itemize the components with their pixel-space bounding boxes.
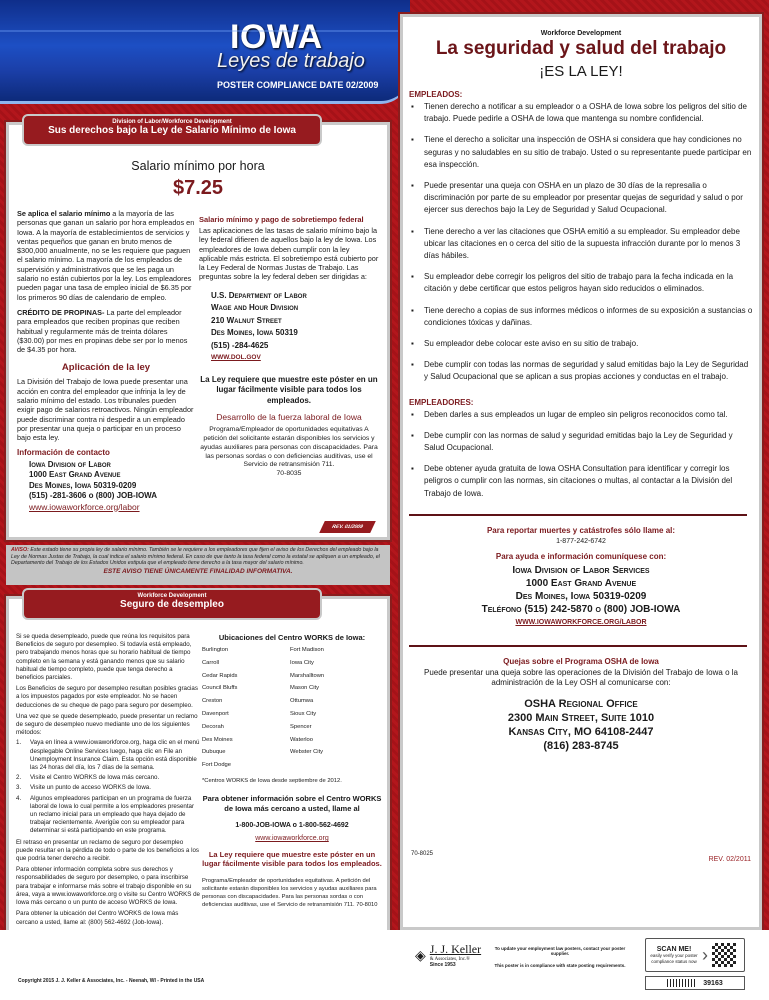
contact-line: 1000 East Grand Avenue — [29, 470, 121, 480]
mw-left-column — [17, 209, 195, 512]
ui-right-column — [202, 633, 382, 909]
federal-phone: (515) -284-4625 — [211, 340, 269, 350]
notice-text: Este estado tiene su propia ley de salario mínimo. También se le requiere a los empleadores que fijen el aviso de los Derechos del empleado bajo la Ley de Normas Justas de Trabajo, la cual indica el salario mínimo federal. En caso de que tanto la tasa federal como la estatal se apliquen a un empleado, el Departamento del Trabajo de los Estados Unidos estipula que el empleado tiene derecho a la tasa mayor del salario mínimo. — [11, 547, 380, 567]
ui-methods-list — [16, 739, 201, 835]
list-text: Visite un punto de acceso WORKS de Iowa. — [30, 784, 151, 792]
wage-rate: $7.25 — [172, 177, 224, 199]
divider — [409, 514, 747, 516]
help-contact-phone: Teléfono (515) 242-5870 o (800) JOB-IOWA — [481, 603, 681, 615]
bullet-icon: ▪ — [411, 360, 414, 370]
footer — [0, 930, 769, 1000]
contact-line: Iowa Division of Labor — [29, 459, 111, 469]
divider — [409, 645, 747, 647]
help-contact — [409, 564, 753, 629]
center-item: Creston — [202, 698, 223, 705]
osha-subtitle: ¡ES LA LEY! — [539, 63, 623, 80]
osha-rev: REV. 02/2011 — [708, 856, 751, 863]
bullet-icon: ▪ — [411, 181, 414, 191]
regional-line: 2300 Main Street, Suite 1010 — [507, 711, 655, 724]
footer-notes — [490, 946, 630, 968]
list-item — [409, 271, 753, 295]
list-text: Puede presentar una queja con OSHA en un plazo de 30 días de la represalia o discriminación por parte de su empleador por presentar quejas de seguridad y salud o por ejercer sus derechos bajo la Ley de Seguridad y Salud Ocupacional. — [424, 181, 743, 215]
bullet-icon: ▪ — [411, 272, 414, 282]
wage-label: Salario mínimo por hora — [131, 159, 265, 173]
ui-methods-intro: Una vez que se quede desempleado, puede presentar un reclamo de seguro de desempleo nuevo mediante uno de los siguientes métodos: — [16, 712, 198, 737]
list-item — [409, 180, 753, 217]
minimum-wage-panel — [6, 122, 390, 540]
federal-heading: Salario mínimo y pago de sobretiempo federal — [199, 215, 364, 224]
posting-notice: La Ley requiere que muestre este póster en un lugar fácilmente visible para todos los empleados. — [200, 374, 378, 405]
tips-text: La parte del empleador para empleados que reciben propinas que reciben habitual y regularmente más de treinta dólares ($30.00) por mes en propinas debe ser por lo menos de $4.35 por hora. — [17, 307, 188, 355]
center-item: Marshalltown — [290, 672, 325, 679]
section-title: Seguro de desempleo — [120, 599, 224, 610]
ui-location-call: Para obtener la ubicación del Centro WORKS de Iowa más cercano a usted, llame al: (800) 562-4692 (Job-Iowa). — [16, 910, 179, 926]
list-item — [16, 739, 201, 772]
bullet-icon: ▪ — [411, 339, 414, 349]
aviso-notice — [6, 545, 390, 585]
complaints-heading: Quejas sobre el Programa OSHA de Iowa — [503, 656, 659, 666]
complaints-text: Puede presentar una queja sobre las operaciones de la División del Trabajo de Iowa o la administración de la Ley OSH al comunicarse con: — [424, 667, 738, 688]
ui-posting-notice: La Ley requiere que muestre este póster en un lugar fácilmente visible para todos los empleados. — [202, 849, 382, 869]
barcode-number: 39163 — [703, 979, 723, 987]
enforcement-text: La División del Trabajo de Iowa puede presentar una acción en contra del empleador que infrinja la ley de salario mínimo del estado. Los tribunales pueden exigir pago de salarios retroactivos. Ningún empleador puede discriminar contra ni despedir a un empleado por presentar una queja o participar en un proceso bajo esta ley. — [17, 377, 194, 443]
applies-paragraph — [17, 209, 195, 302]
copyright: Copyright 2015 J. J. Keller & Associates, Inc. - Neenah, WI - Printed in the USA — [18, 978, 205, 984]
employers-list — [409, 409, 753, 500]
federal-contact-line: U.S. Department of Labor — [211, 290, 307, 300]
osha-title: La seguridad y salud del trabajo — [435, 38, 727, 59]
center-item: Decorah — [202, 723, 224, 730]
bullet-icon: ▪ — [411, 226, 414, 236]
fatality-phone: 1-877-242-6742 — [556, 537, 606, 545]
center-item: Spencer — [290, 723, 312, 730]
ui-website-link[interactable]: www.iowaworkforce.org — [255, 834, 329, 842]
contact-link[interactable]: www.iowaworkforce.org/labor — [29, 501, 140, 512]
keller-logo-icon: ◈ — [415, 946, 426, 963]
center-item: Iowa City — [290, 659, 314, 666]
unemployment-panel — [6, 596, 390, 971]
bullet-icon: ▪ — [411, 464, 414, 474]
federal-text: Las aplicaciones de las tasas de salario mínimo bajo la ley federal difieren de aquellos bajo la ley de Iowa. Los empleadores de Iowa deben cumplir con la ley aplicable más estricta. El sobretiempo está cubierto por la Ley Federal de Normas Justas de Trabajo. Las preguntas sobre la ley federal deben ser dirigidas a: — [199, 226, 379, 282]
info-heading: Para obtener información sobre el Centro WORKS de Iowa más cercano a usted, llame al — [202, 793, 382, 813]
mw-right-column — [199, 215, 379, 477]
barcode-icon — [667, 979, 697, 987]
agency-label: Division of Labor/Workforce Development — [112, 119, 232, 125]
list-text: Debe obtener ayuda gratuita de Iowa OSHA Consultation para identificar y corregir los peligros o cumplir con las normas, sin citaciones o multas, al contactar a la División del Trabajo de Iowa. — [424, 464, 733, 498]
list-item — [409, 226, 753, 263]
contact-line: Des Moines, Iowa 50319-0209 — [29, 480, 137, 490]
osha-panel — [400, 14, 762, 930]
applies-lead: Se aplica el salario mínimo — [17, 209, 111, 218]
list-text: Visite el Centro WORKS de Iowa más cercano. — [30, 774, 160, 782]
list-number: 2. — [16, 774, 22, 782]
list-text: Debe cumplir con todas las normas de seguridad y salud emitidas bajo la Ley de Seguridad y Salud Ocupacional que se aplican a sus propias acciones y conductas en el trabajo. — [424, 360, 749, 382]
ui-eeo-text: Programa/Empleador de oportunidades equitativas. A petición del solicitante estarán disponibles los servicios y ayudas auxiliares para personas con discapacidades. Para las personas sordas o con deficiencias auditivas, use el Servicio de retransmisión 711. 70-8010 — [202, 877, 378, 908]
center-item: Fort Dodge — [202, 762, 231, 769]
bullet-icon: ▪ — [411, 102, 414, 111]
osha-form-number: 70-8025 — [411, 851, 434, 857]
list-number: 1. — [16, 739, 22, 747]
logo-sub: & Associates, Inc.® — [429, 957, 470, 962]
center-item: Ottumwa — [290, 698, 314, 705]
compliance-date: POSTER COMPLIANCE DATE 02/2009 — [217, 80, 379, 90]
osha-agency: Workforce Development — [540, 30, 622, 37]
unemployment-header — [22, 588, 322, 620]
poster-title: IOWA — [230, 18, 323, 56]
workforce-text: Programa/Empleador de oportunidades equitativas A petición del solicitante estarán disponibles los servicios y ayudas auxiliares para personas con discapacidades. Para las personas sordas o con deficiencias auditivas, use el Servicio de retransmisión 711. — [200, 426, 378, 469]
centers-heading: Ubicaciones del Centro WORKS de Iowa: — [218, 633, 366, 642]
contact-heading: Información de contacto — [17, 447, 110, 457]
centers-col-1 — [202, 644, 290, 772]
labor-link[interactable]: WWW.IOWAWORKFORCE.ORG/LABOR — [515, 618, 647, 626]
list-text: Tiene derecho a ver las citaciones que OSHA emitió a su empleador. Su empleador debe ubicar las citaciones en o cerca del sitio de la supuesta infracción durante por lo menos 3 días hábiles. — [424, 226, 741, 261]
ui-left-column — [16, 633, 201, 927]
center-item: Des Moines — [202, 736, 233, 743]
centers-col-2 — [290, 644, 324, 772]
regional-office — [409, 697, 753, 753]
centers-list — [202, 644, 382, 772]
center-item: Waterloo — [290, 736, 313, 743]
center-item: Carroll — [202, 659, 220, 666]
list-text: Su empleador debe colocar este aviso en su sitio de trabajo. — [424, 339, 639, 349]
bullet-icon: ▪ — [411, 135, 414, 145]
workforce-heading: Desarrollo de la fuerza laboral de Iowa — [216, 412, 362, 423]
scan-text-block — [646, 946, 702, 964]
federal-contact-line: Des Moines, Iowa 50319 — [211, 328, 298, 338]
list-text: Tiene el derecho a solicitar una inspección de OSHA si considera que hay condiciones no seguras y no saludables en su sitio de trabajo. Usted o su representante puede participar en esa inspección. — [424, 135, 752, 169]
center-item: Cedar Rapids — [202, 672, 238, 679]
help-contact-line: 1000 East Grand Avenue — [525, 577, 637, 589]
bullet-icon: ▪ — [411, 305, 414, 315]
list-item — [409, 409, 753, 421]
federal-contact — [199, 290, 379, 365]
centers-note: *Centros WORKS de Iowa desde septiembre de 2012. — [202, 777, 342, 784]
osha-body — [403, 90, 759, 753]
employees-list — [409, 101, 753, 384]
header-band — [0, 0, 410, 104]
bullet-icon: ▪ — [411, 430, 414, 440]
poster-subtitle: Leyes de trabajo — [217, 50, 365, 72]
list-item — [16, 795, 201, 836]
employers-heading: EMPLEADORES: — [409, 397, 474, 407]
list-text: Tiene derecho a copias de sus informes médicos o informes de su exposición a sustancias o condiciones tóxicas y dañinas. — [424, 305, 753, 327]
minimum-wage-header — [22, 114, 322, 146]
regional-line: Kansas City, MO 64108-2447 — [508, 725, 654, 738]
enforcement-heading: Aplicación de la ley — [61, 362, 151, 374]
federal-contact-line: 210 Walnut Street — [211, 315, 282, 325]
contact-block — [17, 460, 195, 513]
scan-text: easily verify your poster compliance status now — [650, 953, 698, 964]
list-number: 3. — [16, 784, 22, 792]
applies-text: a la mayoría de las personas que ganan un salario por hora empleados en Iowa. A la mayoría de establecimientos de servicios y ventas pequeños que ganan en bruto menos de $300,000 anualmente, no se les requiere que paguen el salario mínimo. La mayoría de los empleados de supervisión y administrativos que se les paga un salario no están cubiertos por la ley. Los empleadores pueden pagar una tasa de empleo inicial de $6.35 por los primeros 90 días de calendario de empleo. — [17, 209, 195, 302]
help-contact-line: Iowa Division of Labor Services — [512, 564, 650, 576]
agency-label: Workforce Development — [137, 593, 207, 599]
bullet-icon: ▪ — [411, 409, 414, 419]
dol-link[interactable]: WWW.DOL.GOV — [211, 354, 261, 362]
tips-lead: CRÉDITO DE PROPINAS- — [17, 307, 105, 317]
center-item: Webster City — [290, 749, 324, 756]
list-text: Su empleador debe corregir los peligros del sitio de trabajo para la fecha indicada en la citación y debe certificar que estos peligros hayan sido reducidos o eliminados. — [424, 272, 734, 294]
list-item — [409, 463, 753, 500]
update-note: To update your employment law posters, contact your poster supplier. — [494, 946, 626, 956]
qr-code-icon — [712, 943, 736, 967]
list-item — [409, 134, 753, 171]
center-item: Sioux City — [290, 710, 317, 717]
list-text: Debe cumplir con las normas de salud y seguridad emitidas bajo la Ley de Seguridad y Salud Ocupacional. — [424, 430, 733, 453]
list-text: Vaya en línea a www.iowaworkforce.org, haga clic en el menú desplegable Online Services luego, haga clic en File an Unemployment Insurance Claim. Esta opción está disponible las 24 horas del día, los 7 días de la semana. — [30, 739, 200, 772]
section-title: Sus derechos bajo la Ley de Salario Mínimo de Iowa — [48, 125, 296, 136]
barcode-box — [645, 976, 745, 990]
list-item — [16, 784, 201, 792]
chevron-right-icon: › — [702, 944, 708, 965]
list-item — [409, 338, 753, 350]
scan-me-box[interactable] — [645, 938, 745, 972]
list-item — [16, 774, 201, 782]
scan-title: SCAN ME! — [656, 946, 692, 953]
center-item: Council Bluffs — [202, 685, 238, 692]
logo-name: J. J. Keller — [429, 942, 482, 956]
form-number: 70-8035 — [276, 470, 302, 478]
center-item: Fort Madison — [290, 647, 324, 653]
tips-paragraph — [17, 308, 195, 354]
contact-phone: (515) -281-3606 o (800) JOB-IOWA — [29, 491, 158, 501]
list-number: 4. — [16, 794, 22, 802]
logo-since: Since 1953 — [429, 962, 456, 968]
ui-delay: El retraso en presentar un reclamo de seguro por desempleo puede resultar en la pérdida de todo o parte de los beneficios a los que podría tener derecho a recibir. — [16, 838, 199, 863]
notice-lead: AVISO: — [11, 547, 29, 553]
center-item: Mason City — [290, 685, 319, 692]
regional-line: OSHA Regional Office — [524, 697, 638, 710]
list-text: Deben darles a sus empleados un lugar de empleo sin peligros reconocidos como tal. — [424, 409, 728, 419]
help-contact-line: Des Moines, Iowa 50319-0209 — [515, 590, 647, 602]
ui-more-info: Para obtener información completa sobre sus derechos y responsabilidades de seguro por desempleo, o para inscribirse para trabajar e informarse más sobre el trabajo disponible en su área, vaya a www.iowaworkforce.org o visite su Centro WORKS de Iowa más cercano o un punto de acceso WORKS de Iowa. — [16, 866, 200, 907]
ui-phone: 1-800-JOB-IOWA o 1-800-562-4692 — [235, 821, 349, 829]
list-item — [409, 359, 753, 383]
ui-funding: Los Beneficios de seguro por desempleo resultan posibles gracias a los impuestos pagados por este empleador. No se hacen deducciones de su cheque de pago para seguro por desempleo. — [16, 685, 198, 709]
center-item: Burlington — [202, 647, 229, 653]
list-item — [409, 430, 753, 454]
federal-contact-line: Wage and Hour Division — [211, 303, 299, 313]
center-item: Dubuque — [202, 749, 226, 756]
list-item — [409, 305, 753, 329]
regional-phone: (816) 283-8745 — [543, 739, 619, 752]
fatality-heading: Para reportar muertes y catástrofes sólo llame al: — [486, 525, 676, 535]
help-heading: Para ayuda e información comuníquese con: — [495, 551, 667, 561]
rev-tag: REV. 01/2009 — [320, 521, 376, 533]
list-item — [409, 101, 753, 125]
list-text: Algunos empleadores participan en un programa de fuerza laboral de Iowa lo cual permite a los empleadores presentar un reclamo inicial para un empleado que haya dejado de trabajar recientemente. Averigüe con su empleador para determinar si está participando en este programa. — [30, 794, 195, 835]
compliance-note: This poster is in compliance with state posting requirements. — [494, 963, 626, 968]
jj-keller-logo — [415, 942, 481, 968]
list-text: Tienen derecho a notificar a su empleador o a OSHA de Iowa sobre los peligros del sitio de trabajo. Puede pedirle a OSHA de Iowa que mantenga su nombre confidencial. — [424, 102, 747, 124]
center-item: Davenport — [202, 710, 229, 717]
notice-footer: ESTE AVISO TIENE ÚNICAMENTE FINALIDAD INFORMATIVA. — [103, 568, 293, 576]
employees-heading: EMPLEADOS: — [409, 90, 463, 99]
ui-intro: Si se queda desempleado, puede que reúna los requisitos para Beneficios de seguro por desempleo. Si todavía está empleado, pero trabajando menos horas que su horario habitual de tiempo completo en la semana y está ganando menos que su salario habitual de tiempo completo, puede que tenga derecho a beneficios parciales. — [16, 633, 192, 682]
